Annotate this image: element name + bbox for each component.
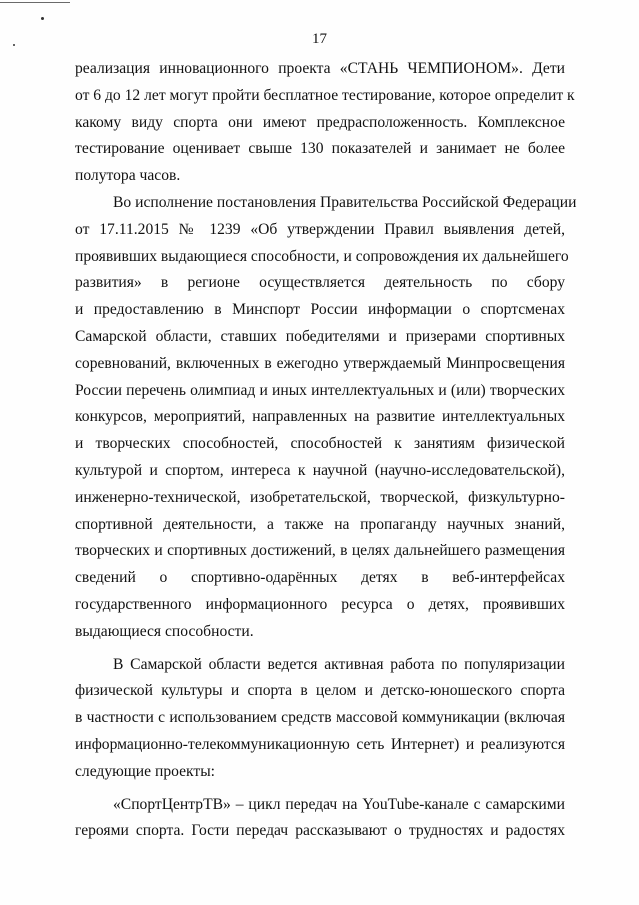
body-text bbox=[75, 56, 577, 845]
text-line: Во исполнение постановления Правительства Российской Федерации bbox=[113, 193, 577, 211]
text-line: Самарской области, ставших победителями и призерами спортивных bbox=[75, 327, 565, 345]
text-line: спортивной деятельности, а также на пропаганду научных знаний, bbox=[75, 515, 565, 533]
text-line: реализация инновационного проекта «СТАНЬ ЧЕМПИОНОМ». Дети bbox=[75, 60, 565, 77]
text-line: инженерно-технической, изобретательской, творческой, физкультурно- bbox=[75, 488, 565, 506]
text-line: тестирование оценивает свыше 130 показателей и занимает не более bbox=[75, 140, 565, 158]
text-line: физической культуры и спорта в целом и детско-юношеского спорта bbox=[75, 682, 565, 700]
text-line: культурой и спортом, интереса к научной (научно-исследовательской), bbox=[75, 461, 565, 479]
text-line: проявивших выдающиеся способности, и сопровождения их дальнейшего bbox=[75, 247, 569, 265]
text-line: развития» в регионе осуществляется деятельность по сбору bbox=[75, 274, 565, 292]
scan-speck bbox=[41, 17, 44, 20]
text-line: героями спорта. Гости передач рассказывают о трудностях и радостях bbox=[75, 822, 565, 840]
text-line: информационно-телекоммуникационную сеть Интернет) и реализуются bbox=[75, 735, 565, 753]
text-line: В Самарской области ведется активная работа по популяризации bbox=[113, 655, 565, 673]
paragraph-3 bbox=[75, 652, 565, 786]
paragraph-4 bbox=[75, 792, 565, 846]
text-line: сведений о спортивно-одарённых детях в веб-интерфейсах bbox=[75, 569, 565, 587]
text-line: государственного информационного ресурса о детях, проявивших bbox=[75, 595, 565, 613]
paragraph-1 bbox=[75, 56, 575, 190]
text-line: и предоставлению в Минспорт России информации о спортсменах bbox=[75, 301, 565, 319]
text-line: конкурсов, мероприятий, направленных на развитие интеллектуальных bbox=[75, 408, 565, 426]
text-line: какому виду спорта они имеют предрасположенность. Комплексное bbox=[75, 113, 565, 131]
text-line: творческих и спортивных достижений, в целях дальнейшего размещения bbox=[75, 542, 565, 560]
text-line: «СпортЦентрТВ» – цикл передач на YouTube-канале с самарскими bbox=[113, 795, 565, 813]
text-line: России перечень олимпиад и иных интеллектуальных и (или) творческих bbox=[75, 381, 565, 399]
text-line: от 17.11.2015 № 1239 «Об утверждении Правил выявления детей, bbox=[75, 220, 565, 238]
text-line: соревнований, включенных в ежегодно утверждаемый Минпросвещения bbox=[75, 354, 565, 372]
paragraph-2 bbox=[75, 190, 577, 646]
page-number: 17 bbox=[312, 31, 327, 47]
scan-edge-line bbox=[0, 2, 70, 3]
text-line: следующие проекты: bbox=[75, 762, 216, 780]
text-line: и творческих способностей, способностей к занятиям физической bbox=[75, 435, 565, 453]
text-line: в частности с использованием средств массовой коммуникации (включая bbox=[75, 709, 565, 727]
text-line: выдающиеся способности. bbox=[75, 622, 254, 640]
text-line: полутора часов. bbox=[75, 167, 181, 185]
text-line: от 6 до 12 лет могут пройти бесплатное тестирование, которое определит к bbox=[75, 86, 575, 104]
